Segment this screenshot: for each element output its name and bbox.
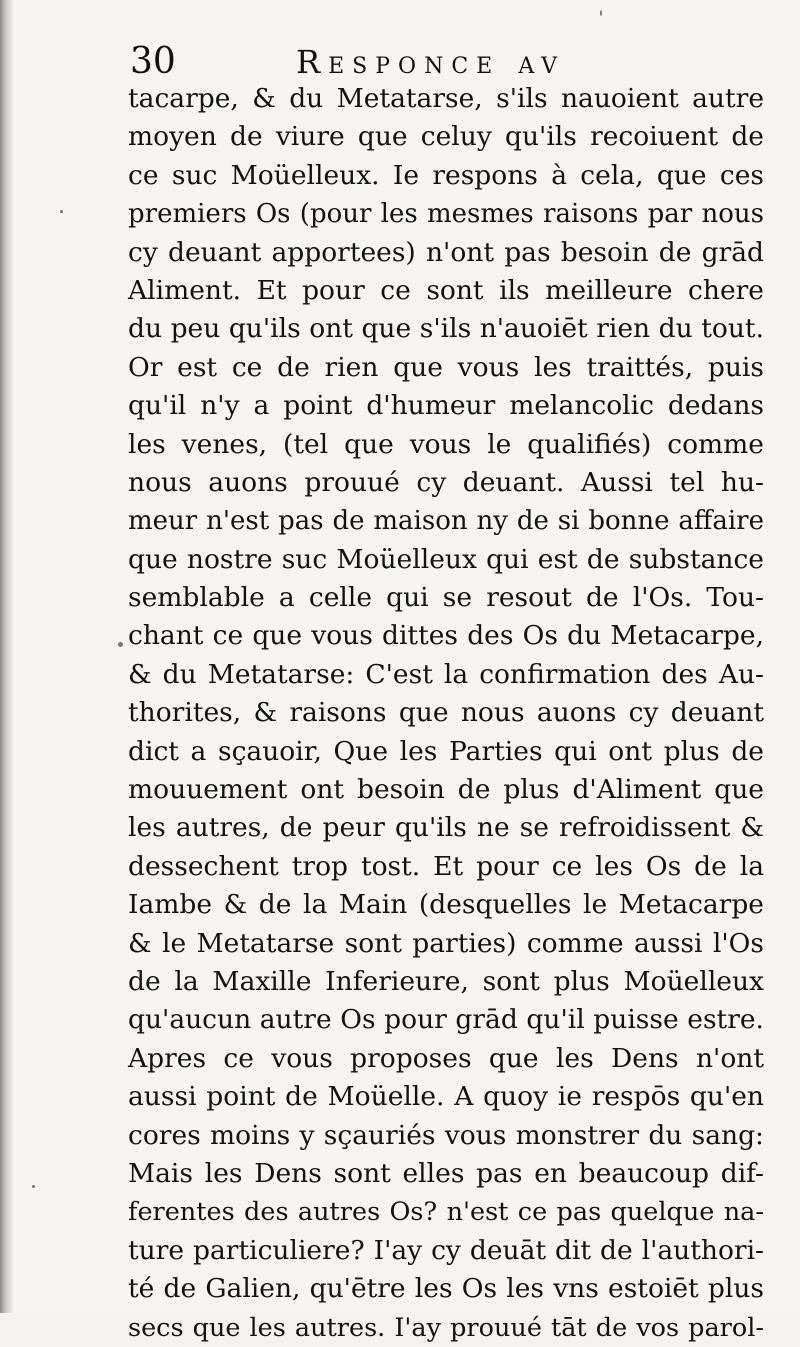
text-line: thorites, & raisons que nous auons cy deuant xyxy=(128,697,764,729)
text-line: moyen de viure que celuy qu'ils recoiuent de xyxy=(128,121,764,153)
paper-speck xyxy=(118,642,123,647)
text-line: qu'aucun autre Os pour grād qu'il puisse estre. xyxy=(128,1004,764,1036)
running-head xyxy=(128,38,768,86)
text-line: Or est ce de rien que vous les traittés, puis xyxy=(128,351,764,383)
page-number: 30 xyxy=(130,41,176,82)
text-line: secs que les autres. I'ay prouué tāt de vos parol- xyxy=(128,1312,764,1343)
paper-speck xyxy=(600,10,602,16)
paper-speck xyxy=(32,1185,35,1188)
text-line: semblable a celle qui se resout de l'Os. Tou- xyxy=(128,582,764,614)
text-line: nous auons prouué cy deuant. Aussi tel hu- xyxy=(128,466,764,498)
text-line: cores moins y sçauriés vous monstrer du sang: xyxy=(128,1119,764,1151)
text-line: de la Maxille Inferieure, sont plus Moüelleux xyxy=(128,965,764,997)
text-line: dessechent trop tost. Et pour ce les Os de la xyxy=(128,850,764,882)
text-line: & le Metatarse sont parties) comme aussi l'Os xyxy=(128,927,764,959)
text-line: Apres ce vous proposes que les Dens n'ont xyxy=(128,1042,764,1074)
text-line: tacarpe, & du Metatarse, s'ils nauoient autre xyxy=(128,83,764,114)
text-line: ce suc Moüelleux. Ie respons à cela, que ces xyxy=(128,159,764,191)
text-line: ferentes des autres Os? n'est ce pas quelque na- xyxy=(128,1197,764,1228)
text-line: premiers Os (pour les mesmes raisons par nous xyxy=(128,199,764,230)
text-line: les autres, de peur qu'ils ne se refroidissent & xyxy=(128,812,764,844)
text-line: du peu qu'ils ont que s'ils n'auoiēt rien du tout. xyxy=(128,313,764,345)
text-line: cy deuant apportees) n'ont pas besoin de grād xyxy=(128,236,764,268)
text-line: ture particuliere? I'ay cy deuāt dit de l'authori- xyxy=(128,1234,764,1266)
text-line: Iambe & de la Main (desquelles le Metacarpe xyxy=(128,889,764,921)
text-line: Aliment. Et pour ce sont ils meilleure chere xyxy=(128,274,764,306)
body-text xyxy=(128,80,764,1347)
text-line: & du Metatarse: C'est la confirmation des Au- xyxy=(128,658,764,690)
text-line: meur n'est pas de maison ny de si bonne affaire xyxy=(128,506,764,537)
text-line: té de Galien, qu'ētre les Os les vns estoiēt plus xyxy=(128,1273,764,1305)
text-line: aussi point de Moüelle. A quoy ie respōs qu'en xyxy=(128,1081,764,1113)
text-line: Mais les Dens sont elles pas en beaucoup dif- xyxy=(128,1157,764,1189)
paper-speck xyxy=(60,210,63,213)
text-line: qu'il n'y a point d'humeur melancolic dedans xyxy=(128,390,764,422)
text-line: que nostre suc Moüelleux qui est de substance xyxy=(128,543,764,575)
text-line: mouuement ont besoin de plus d'Aliment que xyxy=(128,774,764,806)
text-line: chant ce que vous dittes des Os du Metacarpe, xyxy=(128,620,764,652)
text-line: dict a sçauoir, Que les Parties qui ont plus de xyxy=(128,735,764,767)
running-title: Responce av xyxy=(296,43,566,81)
text-line: les venes, (tel que vous le qualifiés) comme xyxy=(128,428,764,460)
